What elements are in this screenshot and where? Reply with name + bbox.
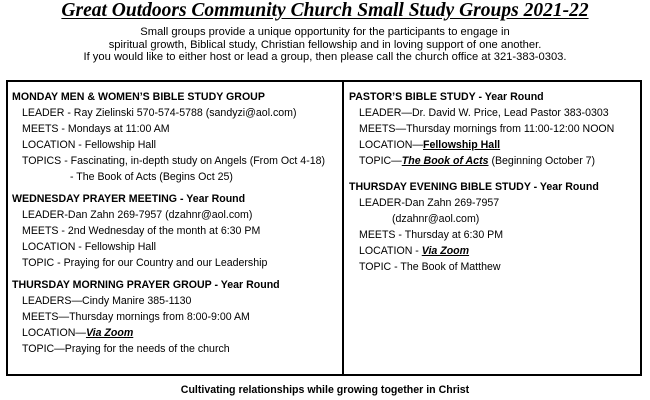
group-meets: MEETS - Mondays at 11:00 AM xyxy=(22,123,170,135)
group-leader: LEADERS—Cindy Manire 385-1130 xyxy=(22,295,192,307)
thursday-evening-group xyxy=(349,179,640,275)
group-topic: TOPICS - Fascinating, in-depth study on Angels (From Oct 4-18) xyxy=(22,155,326,167)
group-topic: TOPIC - Praying for our Country and our Leadership xyxy=(22,257,268,269)
group-leader: LEADER - Ray Zielinski 570-574-5788 (sandyzi@aol.com) xyxy=(22,107,297,119)
intro-paragraph xyxy=(0,26,650,64)
wednesday-group xyxy=(12,191,342,271)
group-meets: MEETS—Thursday mornings from 8:00-9:00 AM xyxy=(22,311,250,323)
page-title: Great Outdoors Community Church Small Study Groups 2021-22 xyxy=(61,0,589,21)
topic-value: The Book of Acts xyxy=(401,155,489,167)
group-location xyxy=(12,325,342,341)
group-location xyxy=(349,243,640,259)
group-heading: THURSDAY EVENING BIBLE STUDY - Year Round xyxy=(349,181,599,193)
intro-line: spiritual growth, Biblical study, Christian fellowship and in loving support of one another. xyxy=(108,38,542,51)
thursday-morning-group xyxy=(12,277,342,357)
group-topic: TOPIC—Praying for the needs of the church xyxy=(22,343,230,355)
location-label: LOCATION - xyxy=(359,245,422,257)
group-leader-email: (dzahnr@aol.com) xyxy=(392,213,480,225)
right-column xyxy=(344,82,640,374)
group-location: LOCATION - Fellowship Hall xyxy=(22,241,157,253)
intro-line: If you would like to either host or lead a group, then please call the church office at 321-383-0303. xyxy=(83,51,567,64)
intro-line: Small groups provide a unique opportunity for the participants to engage in xyxy=(140,26,510,38)
monday-group xyxy=(12,89,342,185)
left-column xyxy=(8,82,344,374)
location-label: LOCATION— xyxy=(359,139,423,151)
group-heading: PASTOR’S BIBLE STUDY - Year Round xyxy=(349,91,544,103)
footer-tagline: Cultivating relationships while growing together in Christ xyxy=(180,384,470,396)
location-value: Fellowship Hall xyxy=(422,139,501,151)
pastor-group xyxy=(349,89,640,169)
group-topic xyxy=(349,153,640,169)
group-meets: MEETS - 2nd Wednesday of the month at 6:30 PM xyxy=(22,225,261,237)
group-location xyxy=(349,137,640,153)
group-meets: MEETS—Thursday mornings from 11:00-12:00 NOON xyxy=(359,123,615,135)
group-location: LOCATION - Fellowship Hall xyxy=(22,139,157,151)
group-heading: WEDNESDAY PRAYER MEETING - Year Round xyxy=(12,193,246,205)
groups-box xyxy=(6,80,642,376)
group-leader: LEADER—Dr. David W. Price, Lead Pastor 383-0303 xyxy=(359,107,609,119)
group-topic-continued: - The Book of Acts (Begins Oct 25) xyxy=(70,171,233,183)
location-label: LOCATION— xyxy=(22,327,86,339)
group-topic: TOPIC - The Book of Matthew xyxy=(359,261,501,273)
group-meets: MEETS - Thursday at 6:30 PM xyxy=(359,229,504,241)
group-heading: THURSDAY MORNING PRAYER GROUP - Year Round xyxy=(12,279,280,291)
group-leader: LEADER-Dan Zahn 269-7957 xyxy=(359,197,500,209)
location-value: Via Zoom xyxy=(85,327,134,339)
group-heading: MONDAY MEN & WOMEN’S BIBLE STUDY GROUP xyxy=(12,91,265,103)
group-leader: LEADER-Dan Zahn 269-7957 (dzahnr@aol.com) xyxy=(22,209,253,221)
topic-label: TOPIC— xyxy=(359,155,402,167)
location-value: Via Zoom xyxy=(421,245,470,257)
topic-suffix: (Beginning October 7) xyxy=(488,155,596,167)
